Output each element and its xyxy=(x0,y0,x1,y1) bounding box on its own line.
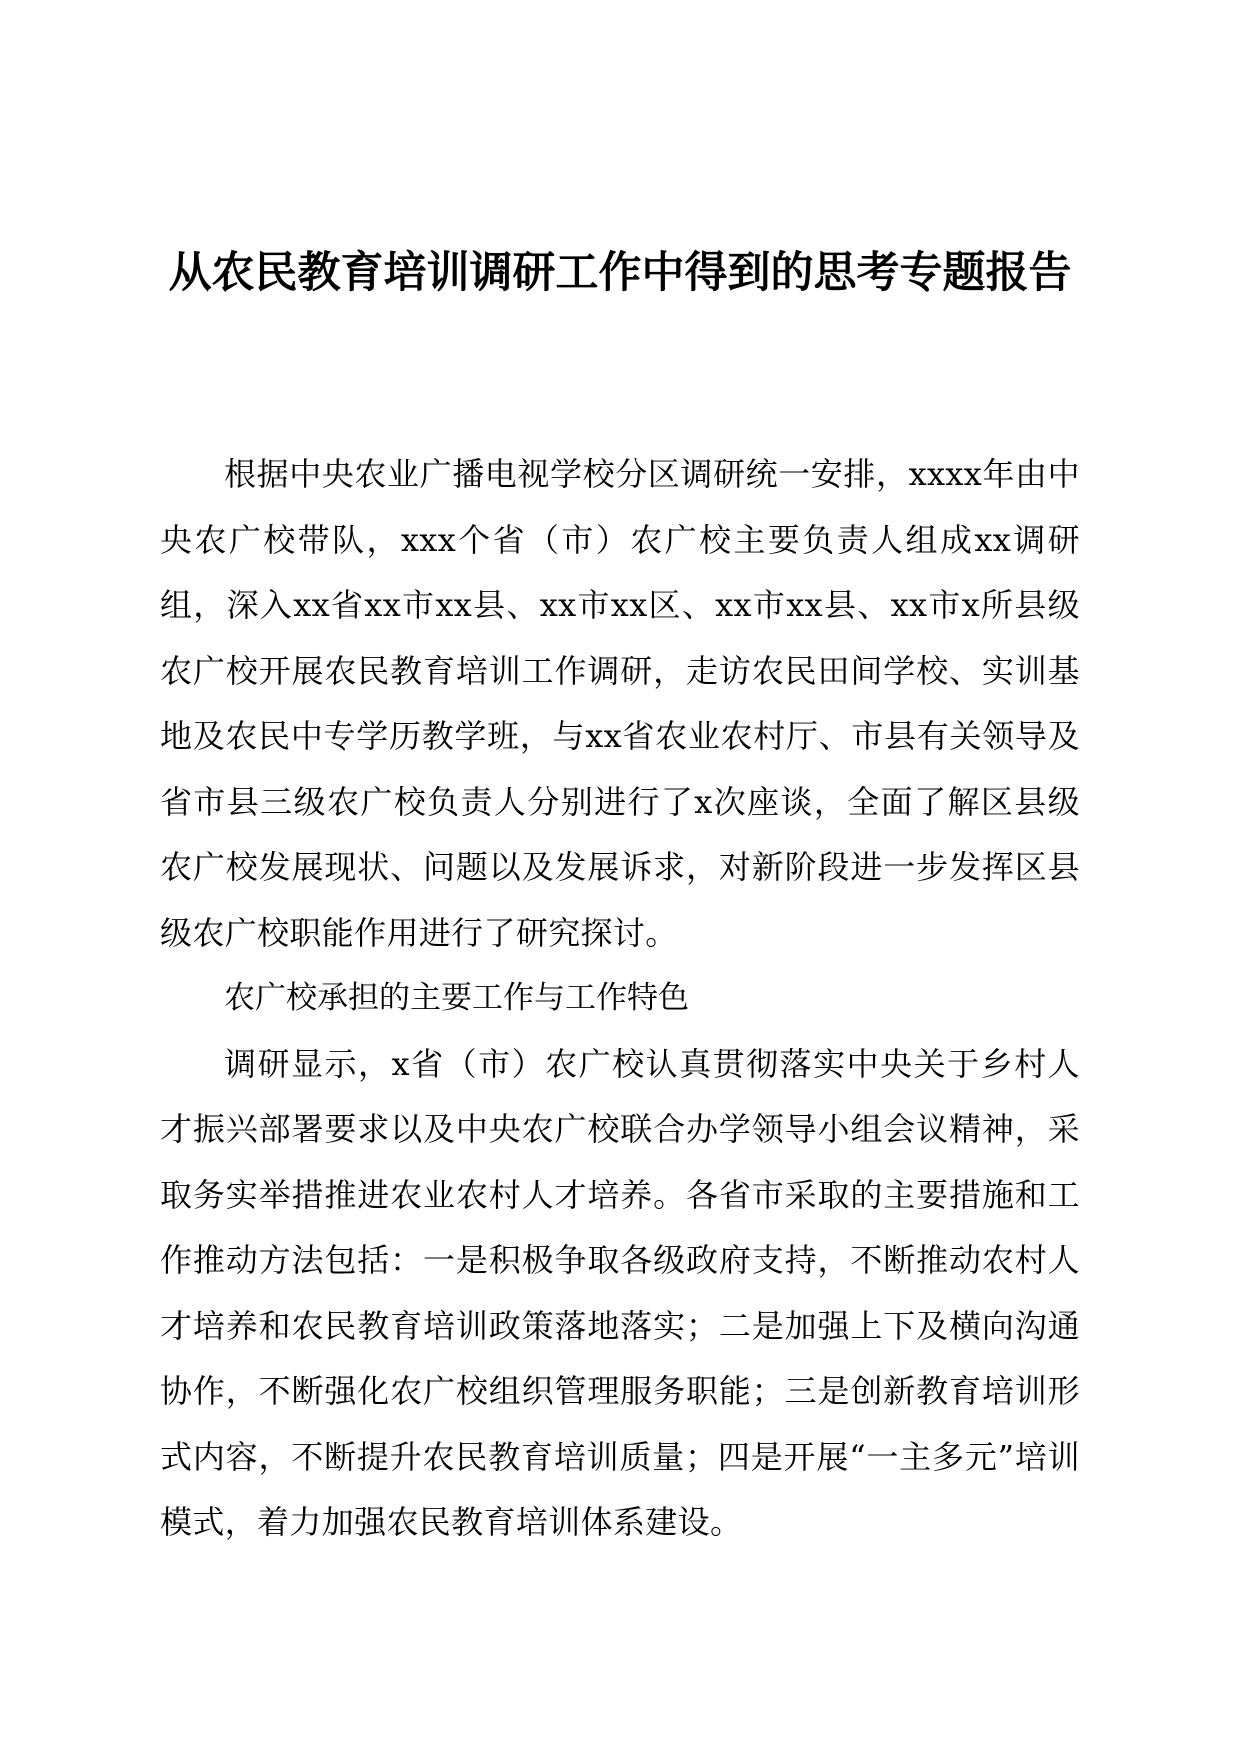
section-heading: 农广校承担的主要工作与工作特色 xyxy=(224,980,689,1016)
intro-paragraph: 根据中央农业广播电视学校分区调研统一安排，xxxx年由中央农广校带队，xxx个省（市）农广校主要负责人组成xx调研组，深入xx省xx市xx县、xx市xx区、xx市xx县、xx市x所县级农广校开展农民教育培训工作调研，走访农民田间学校、实训基地及农民中专学历教学班，与xx省农业农村厅、市县有关领导及省市县三级农广校负责人分别进行了x次座谈，全面了解区县级农广校发展现状、问题以及发展诉求，对新阶段进一步发挥区县级农广校职能作用进行了研究探讨。 xyxy=(160,455,1080,952)
document-body xyxy=(160,442,1080,1556)
document-title: 从农民教育培训调研工作中得到的思考专题报告 xyxy=(168,248,1072,298)
section-paragraph: 调研显示，x省（市）农广校认真贯彻落实中央关于乡村人才振兴部署要求以及中央农广校联合办学领导小组会议精神，采取务实举措推进农业农村人才培养。各省市采取的主要措施和工作推动方法包括：一是积极争取各级政府支持，不断推动农村人才培养和农民教育培训政策落地落实；二是加强上下及横向沟通协作，不断强化农广校组织管理服务职能；三是创新教育培训形式内容，不断提升农民教育培训质量；四是开展“一主多元”培训模式，着力加强农民教育培训体系建设。 xyxy=(160,1044,1080,1541)
